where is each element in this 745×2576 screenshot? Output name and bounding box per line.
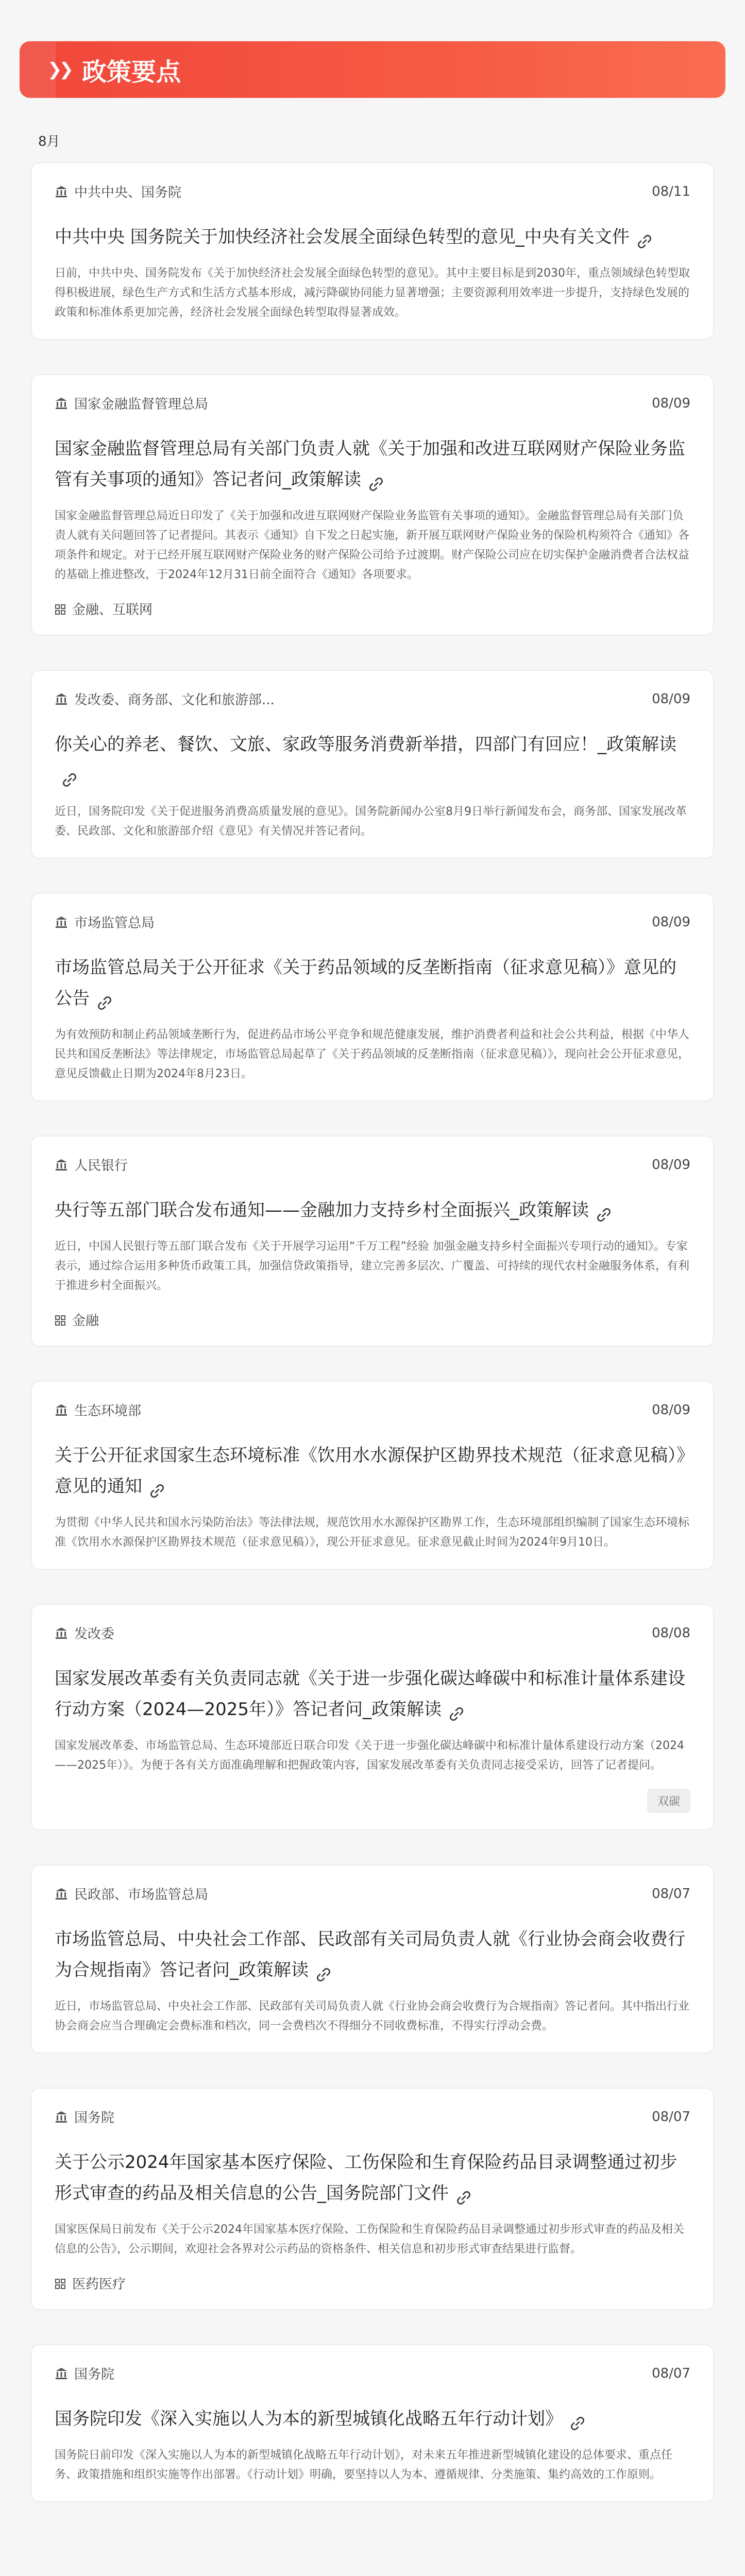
card-header (55, 912, 690, 931)
link-icon[interactable] (569, 2411, 586, 2429)
policy-card[interactable] (31, 162, 714, 340)
card-summary: 国家金融监督管理总局近日印发了《关于加强和改进互联网财产保险业务监管有关事项的通知》。金融监督管理总局有关部门负责人就有关问题回答了记者提问。其表示《通知》自下发之日起实施，新开展互联网财产保险业务的保险机构须符合《通知》各项条件和规定。对于已经开展互联网财产保险业务的财产保险公司给予过渡期。财产保险公司应在切实保护金融消费者合法权益的基础上推进整改，于2024年12月31日前全面符合《通知》各项要求。 (55, 510, 690, 581)
card-header (55, 689, 690, 708)
card-header (55, 1155, 690, 1174)
policy-card[interactable] (31, 1604, 714, 1831)
card-source-label: 发改委、商务部、文化和旅游部... (74, 692, 275, 708)
card-date: 08/11 (652, 183, 690, 199)
card-source (55, 2364, 114, 2383)
card-source-label: 发改委 (74, 1626, 115, 1642)
card-title[interactable] (55, 1663, 690, 1725)
tag-grid-icon (55, 603, 66, 615)
policy-card[interactable] (31, 1381, 714, 1570)
bank-icon (55, 1403, 68, 1417)
card-source (55, 182, 181, 201)
card-summary: 国家医保局日前发布《关于公示2024年国家基本医疗保险、工伤保险和生育保险药品目录调整通过初步形式审查的药品及相关信息的公告》，公示期间，欢迎社会各界对公示药品的资格条件、相关信息和初步形式审查结果进行监督。 (55, 2223, 684, 2256)
card-title[interactable] (55, 729, 690, 791)
card-title-text[interactable]: 你关心的养老、餐饮、文旅、家政等服务消费新举措，四部门有回应！_政策解读 (55, 734, 676, 755)
card-tags-label: 金融 (72, 1313, 99, 1329)
card-tags-label: 金融、互联网 (72, 602, 153, 618)
link-icon[interactable] (61, 768, 78, 785)
card-date: 08/08 (652, 1625, 690, 1641)
card-date: 08/07 (652, 2109, 690, 2125)
card-title[interactable] (55, 1924, 690, 1986)
card-title-text[interactable]: 关于公开征求国家生态环境标准《饮用水水源保护区勘界技术规范（征求意见稿）》意见的通知 (55, 1445, 685, 1497)
card-source-label: 人民银行 (74, 1158, 128, 1174)
policy-list (0, 150, 745, 2502)
card-source (55, 1623, 114, 1642)
bank-icon (55, 916, 68, 929)
card-summary: 近日，国务院印发《关于促进服务消费高质量发展的意见》。国务院新闻办公室8月9日举行新闻发布会，商务部、国家发展改革委、民政部、文化和旅游部介绍《意见》有关情况并答记者问。 (55, 805, 687, 838)
card-header (55, 1400, 690, 1419)
policy-card[interactable] (31, 670, 714, 859)
card-date: 08/07 (652, 1886, 690, 1902)
card-tags (55, 599, 690, 618)
link-icon[interactable] (448, 1702, 465, 1719)
card-source-label: 国家金融监督管理总局 (74, 397, 209, 412)
tag-grid-icon (55, 1314, 66, 1326)
link-icon[interactable] (367, 472, 385, 489)
card-title[interactable] (55, 952, 690, 1014)
card-title[interactable] (55, 433, 690, 495)
card-header (55, 2364, 690, 2383)
card-summary: 为有效预防和制止药品领域垄断行为，促进药品市场公平竞争和规范健康发展，维护消费者利益和社会公共利益，根据《中华人民共和国反垄断法》等法律规定，市场监管总局起草了《关于药品领域的反垄断指南（征求意见稿）》，现向社会公开征求意见，意见反馈截止日期为2024年8月23日。 (55, 1028, 690, 1080)
card-title-text[interactable]: 央行等五部门联合发布通知——金融加力支持乡村全面振兴_政策解读 (55, 1200, 589, 1221)
card-title[interactable] (55, 2403, 690, 2434)
card-source-label: 民政部、市场监管总局 (74, 1887, 209, 1903)
card-tags (55, 1310, 690, 1329)
card-title-text[interactable]: 中共中央 国务院关于加快经济社会发展全面绿色转型的意见_中央有关文件 (55, 227, 630, 247)
bank-icon (55, 397, 68, 410)
bank-icon (55, 1626, 68, 1640)
bank-icon (55, 692, 68, 706)
card-title-text[interactable]: 国家发展改革委有关负责同志就《关于进一步强化碳达峰碳中和标准计量体系建设行动方案（2024—2025年）》答记者问_政策解读 (55, 1668, 685, 1720)
card-source-label: 国务院 (74, 2110, 115, 2126)
card-source-label: 中共中央、国务院 (74, 185, 182, 200)
card-source-label: 生态环境部 (74, 1403, 142, 1419)
card-header (55, 2107, 690, 2126)
link-icon[interactable] (455, 2185, 472, 2203)
card-header (55, 394, 690, 413)
page-title: 政策要点 (81, 57, 181, 87)
card-title-text[interactable]: 国家金融监督管理总局有关部门负责人就《关于加强和改进互联网财产保险业务监管有关事项的通知》答记者问_政策解读 (55, 438, 685, 490)
bank-icon (55, 2367, 68, 2380)
card-header (55, 1623, 690, 1642)
bank-icon (55, 1158, 68, 1172)
card-summary: 国家发展改革委、市场监管总局、生态环境部近日联合印发《关于进一步强化碳达峰碳中和标准计量体系建设行动方案（2024——2025年）》。为便于各有关方面准确理解和把握政策内容，国家发展改革委有关负责同志接受采访，回答了记者提问。 (55, 1739, 684, 1772)
card-summary: 近日，中国人民银行等五部门联合发布《关于开展学习运用“千万工程”经验 加强金融支持乡村全面振兴专项行动的通知》。专家表示，通过综合运用多种货币政策工具，加强信贷政策指导，建立完善多层次、广覆盖、可持续的现代农村金融服务体系，有利于推进乡村全面振兴。 (55, 1240, 690, 1292)
card-source (55, 394, 208, 413)
card-title-text[interactable]: 关于公示2024年国家基本医疗保险、工伤保险和生育保险药品目录调整通过初步形式审查的药品及相关信息的公告_国务院部门文件 (55, 2152, 678, 2204)
card-source (55, 2107, 114, 2126)
card-date: 08/09 (652, 1157, 690, 1173)
card-tags-label: 医药医疗 (72, 2277, 126, 2292)
link-icon[interactable] (595, 1202, 613, 1220)
card-title[interactable] (55, 2147, 690, 2209)
card-title[interactable] (55, 1195, 690, 1226)
card-source (55, 1884, 208, 1903)
card-summary: 近日，市场监管总局、中央社会工作部、民政部有关司局负责人就《行业协会商会收费行为合规指南》答记者问。其中指出行业协会商会应当合理确定会费标准和档次，同一会费档次不得细分不同收费标准，不得实行浮动会费。 (55, 2000, 690, 2032)
card-source (55, 1400, 141, 1419)
policy-card[interactable] (31, 1865, 714, 2054)
card-source (55, 912, 155, 931)
card-source-label: 国务院 (74, 2367, 115, 2382)
bank-icon (55, 185, 68, 198)
card-source-label: 市场监管总局 (74, 916, 155, 931)
card-summary: 为贯彻《中华人民共和国水污染防治法》等法律法规，规范饮用水水源保护区勘界工作，生态环境部组织编制了国家生态环境标准《饮用水水源保护区勘界技术规范（征求意见稿）》，现公开征求意见。征求意见截止时间为2024年9月10日。 (55, 1516, 690, 1549)
card-source (55, 689, 275, 708)
card-source (55, 1155, 128, 1174)
header-bar (20, 41, 725, 98)
card-title-text[interactable]: 市场监管总局关于公开征求《关于药品领域的反垄断指南（征求意见稿）》意见的公告 (55, 957, 676, 1009)
tag-grid-icon (55, 2278, 66, 2289)
policy-card[interactable] (31, 2088, 714, 2310)
card-title[interactable] (55, 1440, 690, 1502)
card-summary: 日前，中共中央、国务院发布《关于加快经济社会发展全面绿色转型的意见》。其中主要目标是到2030年，重点领域绿色转型取得积极进展，绿色生产方式和生活方式基本形成，减污降碳协同能力显著增强；主要资源利用效率进一步提升，支持绿色发展的政策和标准体系更加完善，经济社会发展全面绿色转型取得显著成效。 (55, 267, 690, 319)
policy-card[interactable] (31, 374, 714, 636)
card-title-text[interactable]: 市场监管总局、中央社会工作部、民政部有关司局负责人就《行业协会商会收费行为合规指南》答记者问_政策解读 (55, 1929, 685, 1980)
link-icon[interactable] (148, 1479, 166, 1496)
policy-card[interactable] (31, 893, 714, 1101)
card-header (55, 1884, 690, 1903)
link-icon[interactable] (636, 229, 653, 247)
double-chevron-icon: ❯❯ (47, 59, 71, 80)
header (0, 0, 745, 98)
policy-card[interactable] (31, 1136, 714, 1347)
card-tags (55, 2274, 690, 2293)
month-label: 8月 (38, 134, 60, 149)
card-date: 08/09 (652, 1402, 690, 1418)
policy-card[interactable] (31, 2344, 714, 2502)
card-title[interactable] (55, 222, 690, 252)
card-header (55, 182, 690, 201)
card-title-text[interactable]: 国务院印发《深入实施以人为本的新型城镇化战略五年行动计划》 (55, 2409, 563, 2429)
card-date: 08/09 (652, 914, 690, 930)
bank-icon (55, 2110, 68, 2124)
link-icon[interactable] (315, 1962, 332, 1980)
card-date: 08/09 (652, 691, 690, 707)
card-chip[interactable]: 双碳 (647, 1789, 690, 1813)
link-icon[interactable] (96, 991, 113, 1008)
card-chip-row (55, 1789, 690, 1813)
card-date: 08/09 (652, 395, 690, 411)
card-summary: 国务院日前印发《深入实施以人为本的新型城镇化战略五年行动计划》，对未来五年推进新型城镇化建设的总体要求、重点任务、政策措施和组织实施等作出部署。《行动计划》明确，要坚持以人为本、遵循规律、分类施策、集约高效的工作原则。 (55, 2449, 673, 2481)
bank-icon (55, 1887, 68, 1901)
card-date: 08/07 (652, 2365, 690, 2381)
